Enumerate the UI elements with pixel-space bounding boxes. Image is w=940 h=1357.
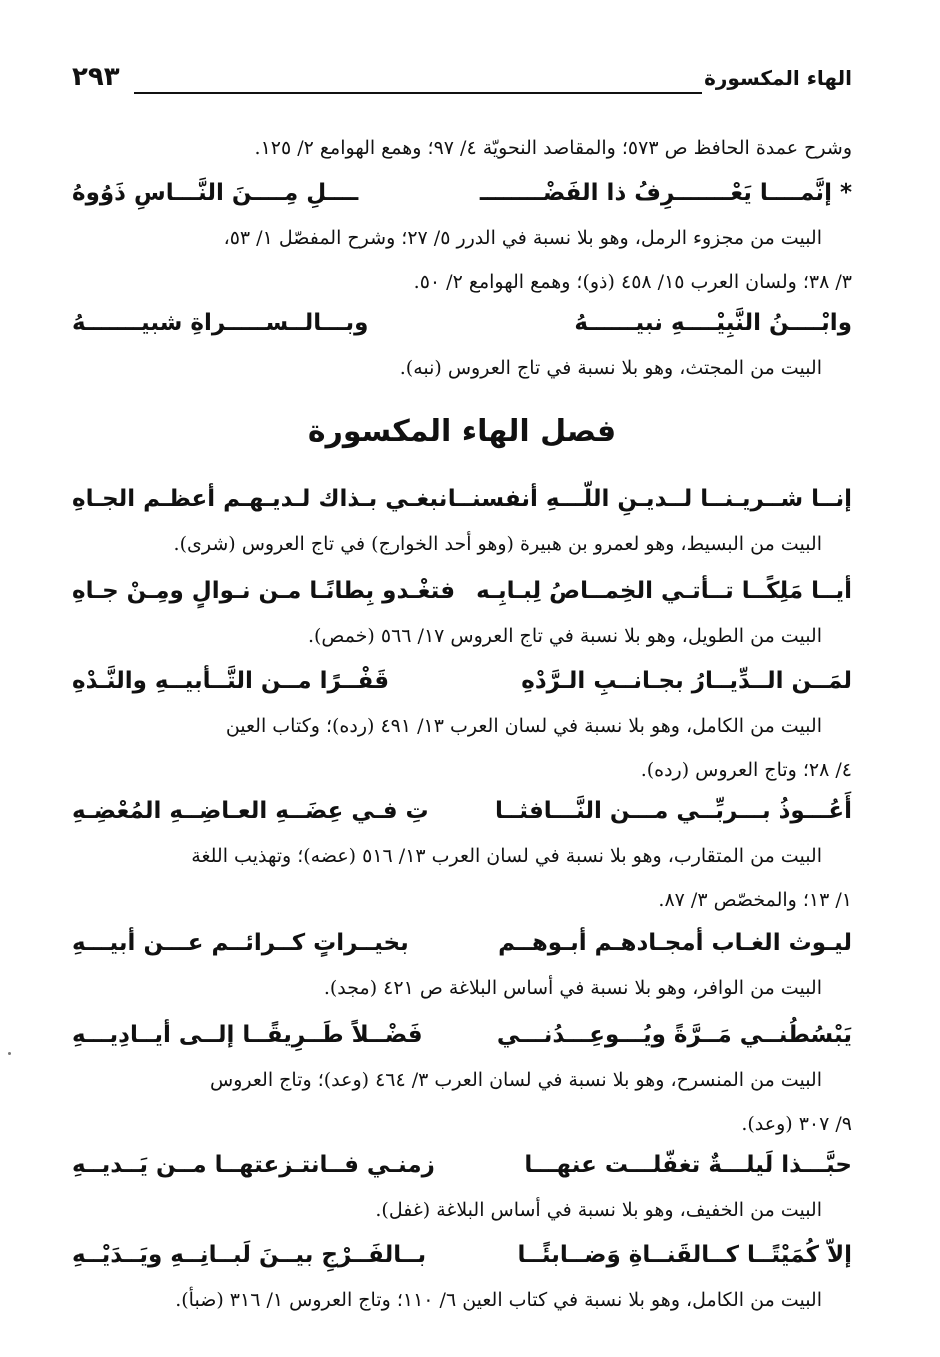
note-line: البيت من المنسرح، وهو بلا نسبة في لسان العرب ٣/ ٤٦٤ (وعد)؛ وتاج العروس xyxy=(210,1069,822,1091)
verse-second-hemistich: بــالفَــرْجِ بيــنَ لَبــانِــهِ ويَــدَيْــهِ xyxy=(72,1242,427,1268)
verse xyxy=(72,300,852,346)
note-line: البيت من الخفيف، وهو بلا نسبة في أساس البلاغة (غفل). xyxy=(375,1199,822,1221)
note-line: البيت من الكامل، وهو بلا نسبة في لسان العرب ١٣/ ٤٩١ (رده)؛ وكتاب العين xyxy=(225,715,822,737)
verse-first-hemistich: إنــا شــريـنــا لــديـنِ اللّـــهِ أنفسنــا xyxy=(447,486,852,512)
note-line: ٣/ ٣٨؛ ولسان العرب ١٥/ ٤٥٨ (ذو)؛ وهمع الهوامع ٢/ ٥٠. xyxy=(413,271,852,293)
verse-entry xyxy=(72,1012,852,1146)
verse-entry xyxy=(72,476,852,566)
verse-second-hemistich: فتغْـدو بِطانًـا مـن نـوالٍ ومِـنْ جـاهِ xyxy=(72,578,456,604)
verse xyxy=(72,920,852,966)
note-line: البيت من المتقارب، وهو بلا نسبة في لسان العرب ١٣/ ٥١٦ (عضه)؛ وتهذيب اللغة xyxy=(191,845,822,867)
verse-entry xyxy=(72,300,852,390)
note-line: البيت من مجزوء الرمل، وهو بلا نسبة في الدرر ٥/ ٢٧؛ وشرح المفصّل ١/ ٥٣، xyxy=(223,227,822,249)
note-line: ٤/ ٢٨؛ وتاج العروس (رده). xyxy=(640,759,852,781)
verse-second-hemistich: زمنـي فــانتـزعتهــا مــن يَــديــهِ xyxy=(72,1152,435,1178)
page-number: ٢٩٣ xyxy=(72,62,120,92)
note-line: البيت من الوافر، وهو بلا نسبة في أساس البلاغة ص ٤٢١ (مجد). xyxy=(323,977,822,999)
running-title: الهاء المكسورة xyxy=(704,66,852,90)
verse-first-hemistich: أيــا مَلِكًــا تــأتـي الخِمــاصُ لِبـابِـه xyxy=(476,578,852,604)
note-line: البيت من البسيط، وهو لعمرو بن هبيرة (وهو أحد الخوارج) في تاج العروس (شرى). xyxy=(173,533,822,555)
verse-first-hemistich: إلاّ كُمَيْتًــا كــالقَنــاةِ وَضــابئًــا xyxy=(517,1242,852,1268)
verse-second-hemistich: ــــلِ مِــــنَ النَّـــاسِ ذَوُوهُ xyxy=(72,180,359,206)
verse xyxy=(72,788,852,834)
running-head xyxy=(72,62,852,100)
verse-entry xyxy=(72,920,852,1010)
verse-second-hemistich: بخيــراتٍ كــرائــم عـــن أبيـــهِ xyxy=(72,930,409,956)
verse-second-hemistich: وبـــالــســـــراةِ شبيـــــــهُ xyxy=(72,310,369,336)
verse xyxy=(72,1012,852,1058)
verse-entry xyxy=(72,788,852,922)
verse-second-hemistich: تِ فـي عِضَــهِ العـاضِــهِ المُعْضِـهِ xyxy=(72,798,429,824)
verse xyxy=(72,1232,852,1278)
verse-first-hemistich: وابْــــنُ النَّبِيْــــهِ نبيــــــهُ xyxy=(574,310,852,336)
verse-second-hemistich: فَضْــلاً طَــرِيقًــا إلــى أيــادِيـــهِ xyxy=(72,1022,423,1048)
verse-entry xyxy=(72,568,852,658)
verse xyxy=(72,170,852,216)
note-line: البيت من المجتث، وهو بلا نسبة في تاج العروس (نبه). xyxy=(399,357,822,379)
verse xyxy=(72,1142,852,1188)
verse-second-hemistich: نبغـي بـذاك لـديـهـم أعظـم الجـاهِ xyxy=(72,486,448,512)
verse-first-hemistich: ليـوث الغـاب أمجـادهـم أبـوهــم xyxy=(498,930,852,956)
note-line: وشرح عمدة الحافظ ص ٥٧٣؛ والمقاصد النحويّة ٤/ ٩٧؛ وهمع الهوامع ٢/ ١٢٥. xyxy=(254,137,852,159)
note-line: ٩/ ٣٠٧ (وعد). xyxy=(741,1113,852,1135)
note-line: البيت من الكامل، وهو بلا نسبة في كتاب العين ٦/ ١١٠؛ وتاج العروس ١/ ٣١٦ (ضبأ). xyxy=(175,1289,822,1311)
verse-second-hemistich: قَفْــرًا مــن التَّــأبيــهِ والنَّـدْهِ xyxy=(72,668,390,694)
verse-entry xyxy=(72,658,852,792)
margin-speck xyxy=(8,1052,11,1055)
verse-first-hemistich: يَبْسُطُنــي مَــرَّةً ويُـــوعِـــدُنـــي xyxy=(496,1022,852,1048)
header-rule xyxy=(134,92,702,94)
note-continuation xyxy=(72,126,852,170)
verse xyxy=(72,658,852,704)
note-line: ١/ ١٣؛ والمخصّص ٣/ ٨٧. xyxy=(658,889,852,911)
verse-first-hemistich: * إنَّمــــا يَعْـــــــرِفُ ذا الفَضْــــــــ xyxy=(479,180,852,206)
verse-entry xyxy=(72,1142,852,1232)
verse xyxy=(72,568,852,614)
section-title: فصل الهاء المكسورة xyxy=(307,414,617,449)
verse xyxy=(72,476,852,522)
verse-entry xyxy=(72,170,852,304)
verse-first-hemistich: أَعُـــوذُ بـــربِّــي مـــن النَّـــافثــا xyxy=(494,798,852,824)
note-line: البيت من الطويل، وهو بلا نسبة في تاج العروس ١٧/ ٥٦٦ (خمص). xyxy=(307,625,822,647)
verse-first-hemistich: لمَــن الــدِّيــارُ بجـانــبِ الـرَّدْهِ xyxy=(521,668,852,694)
verse-entry xyxy=(72,1232,852,1322)
verse-first-hemistich: حبَّـــذا لَيلـــةٌ تغفّلـــت عنهـــا xyxy=(524,1152,852,1178)
